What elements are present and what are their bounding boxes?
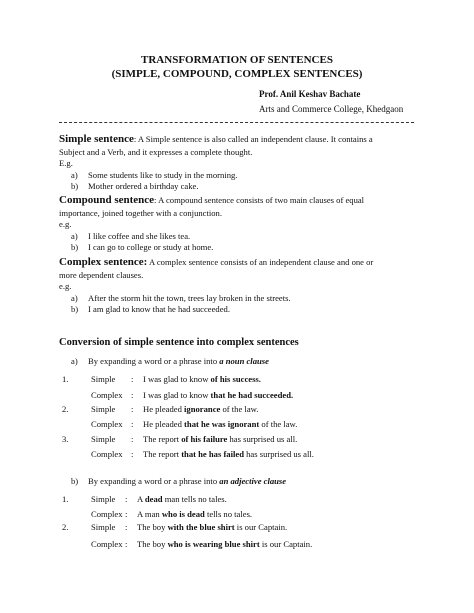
sentence-emphasis: that he had succeeded. bbox=[210, 390, 294, 400]
list-item-text: I am glad to know that he had succeeded. bbox=[88, 304, 230, 314]
section-b-prefix: By expanding a word or a phrase into bbox=[88, 476, 220, 486]
complex-eg: e.g. bbox=[59, 281, 72, 291]
complex-example-b bbox=[71, 304, 230, 314]
sentence-plain: He pleaded bbox=[143, 404, 185, 414]
sentence-plain: of the law. bbox=[220, 404, 259, 414]
list-item-text: Some students like to study in the morning. bbox=[88, 170, 238, 180]
sentence-emphasis: that he has failed bbox=[181, 449, 244, 459]
row-number: 3. bbox=[62, 434, 69, 444]
complex-term: Complex sentence: bbox=[59, 256, 148, 268]
row-number: 1. bbox=[62, 494, 69, 504]
row-label: Simple bbox=[91, 404, 116, 414]
list-marker: b) bbox=[71, 242, 79, 252]
sentence-plain: He pleaded bbox=[143, 419, 185, 429]
section-a-prefix: By expanding a word or a phrase into bbox=[88, 356, 220, 366]
row-label: Complex bbox=[91, 419, 123, 429]
complex-example-a bbox=[71, 293, 291, 303]
section-a-heading bbox=[71, 356, 269, 366]
row-colon: : bbox=[131, 374, 134, 384]
row-label: Simple bbox=[91, 494, 116, 504]
row-sentence bbox=[143, 404, 258, 414]
row-sentence bbox=[143, 390, 293, 400]
row-label: Complex bbox=[91, 539, 123, 549]
row-sentence bbox=[143, 374, 261, 384]
list-marker: b) bbox=[71, 181, 79, 191]
sentence-plain: The boy bbox=[137, 539, 168, 549]
complex-definition-line1 bbox=[59, 257, 373, 268]
sentence-emphasis: who is dead bbox=[161, 509, 205, 519]
college-name: Arts and Commerce College, Khedgaon bbox=[259, 104, 404, 114]
row-colon: : bbox=[125, 539, 128, 549]
row-colon: : bbox=[125, 509, 128, 519]
sentence-emphasis: dead bbox=[144, 494, 163, 504]
row-colon: : bbox=[125, 522, 128, 532]
row-sentence bbox=[137, 539, 312, 549]
sentence-emphasis: with the blue shirt bbox=[167, 522, 235, 532]
sentence-plain: I was glad to know bbox=[143, 374, 211, 384]
row-colon: : bbox=[125, 494, 128, 504]
sentence-plain: The report bbox=[143, 449, 182, 459]
sentence-plain: has surprised us all. bbox=[227, 434, 298, 444]
complex-def-text: A complex sentence consists of an independent clause and one or bbox=[147, 257, 374, 267]
section-b-emphasis: an adjective clause bbox=[219, 476, 287, 486]
list-item-text: Mother ordered a birthday cake. bbox=[88, 181, 199, 191]
row-label: Simple bbox=[91, 522, 116, 532]
simple-eg: E.g. bbox=[59, 158, 73, 168]
list-item-text: I can go to college or study at home. bbox=[88, 242, 214, 252]
row-label: Complex bbox=[91, 449, 123, 459]
list-marker: b) bbox=[71, 304, 79, 314]
sentence-plain: The report bbox=[143, 434, 182, 444]
row-number: 1. bbox=[62, 374, 69, 384]
conversion-heading: Conversion of simple sentence into complex sentences bbox=[59, 337, 299, 348]
sentence-plain: of the law. bbox=[259, 419, 298, 429]
row-number: 2. bbox=[62, 404, 69, 414]
compound-def-text: : A compound sentence consists of two main clauses of equal bbox=[154, 195, 365, 205]
sentence-emphasis: of his failure bbox=[181, 434, 228, 444]
dashed-divider bbox=[59, 122, 414, 123]
list-item-text: I like coffee and she likes tea. bbox=[88, 231, 191, 241]
compound-definition-line1 bbox=[59, 195, 364, 206]
row-number: 2. bbox=[62, 522, 69, 532]
compound-eg: e.g. bbox=[59, 219, 72, 229]
simple-term: Simple sentence bbox=[59, 133, 134, 145]
list-marker: a) bbox=[71, 293, 78, 303]
sentence-plain: is our Captain. bbox=[259, 539, 313, 549]
list-marker: b) bbox=[71, 476, 79, 486]
row-colon: : bbox=[131, 419, 134, 429]
section-b-heading bbox=[71, 476, 286, 486]
simple-def-text: : A Simple sentence is also called an independent clause. It contains a bbox=[133, 134, 373, 144]
doc-title-line1: TRANSFORMATION OF SENTENCES bbox=[141, 54, 333, 66]
row-colon: : bbox=[131, 404, 134, 414]
sentence-plain: I was glad to know bbox=[143, 390, 211, 400]
simple-example-b bbox=[71, 181, 198, 191]
row-label: Complex bbox=[91, 390, 123, 400]
list-item-text: After the storm hit the town, trees lay broken in the streets. bbox=[88, 293, 291, 303]
row-sentence bbox=[143, 434, 297, 444]
sentence-emphasis: ignorance bbox=[184, 404, 221, 414]
row-label: Simple bbox=[91, 374, 116, 384]
sentence-emphasis: that he was ignorant bbox=[184, 419, 260, 429]
doc-title-line2: (SIMPLE, COMPOUND, COMPLEX SENTENCES) bbox=[111, 68, 363, 80]
simple-definition-line1 bbox=[59, 134, 373, 145]
complex-definition-line2: more dependent clauses. bbox=[59, 270, 144, 280]
sentence-plain: A bbox=[137, 494, 145, 504]
list-marker: a) bbox=[71, 231, 78, 241]
compound-example-b bbox=[71, 242, 213, 252]
compound-definition-line2: importance, joined together with a conjunction. bbox=[59, 208, 222, 218]
sentence-emphasis: who is wearing blue shirt bbox=[167, 539, 260, 549]
sentence-plain: The boy bbox=[137, 522, 168, 532]
simple-definition-line2: Subject and a Verb, and it expresses a complete thought. bbox=[59, 147, 253, 157]
sentence-plain: A man bbox=[137, 509, 162, 519]
row-sentence bbox=[137, 494, 227, 504]
compound-term: Compound sentence bbox=[59, 194, 155, 206]
row-label: Simple bbox=[91, 434, 116, 444]
row-sentence bbox=[143, 449, 314, 459]
compound-example-a bbox=[71, 231, 190, 241]
sentence-emphasis: of his success. bbox=[210, 374, 261, 384]
row-label: Complex bbox=[91, 509, 123, 519]
sentence-plain: man tells no tales. bbox=[162, 494, 227, 504]
row-sentence bbox=[137, 522, 287, 532]
row-sentence bbox=[143, 419, 297, 429]
section-a-emphasis: a noun clause bbox=[219, 356, 269, 366]
sentence-plain: has surprised us all. bbox=[243, 449, 314, 459]
row-sentence bbox=[137, 509, 252, 519]
sentence-plain: tells no tales. bbox=[204, 509, 253, 519]
list-marker: a) bbox=[71, 170, 78, 180]
simple-example-a bbox=[71, 170, 237, 180]
row-colon: : bbox=[131, 434, 134, 444]
row-colon: : bbox=[131, 390, 134, 400]
list-marker: a) bbox=[71, 356, 78, 366]
author-name: Prof. Anil Keshav Bachate bbox=[259, 89, 361, 99]
row-colon: : bbox=[131, 449, 134, 459]
sentence-plain: is our Captain. bbox=[234, 522, 288, 532]
